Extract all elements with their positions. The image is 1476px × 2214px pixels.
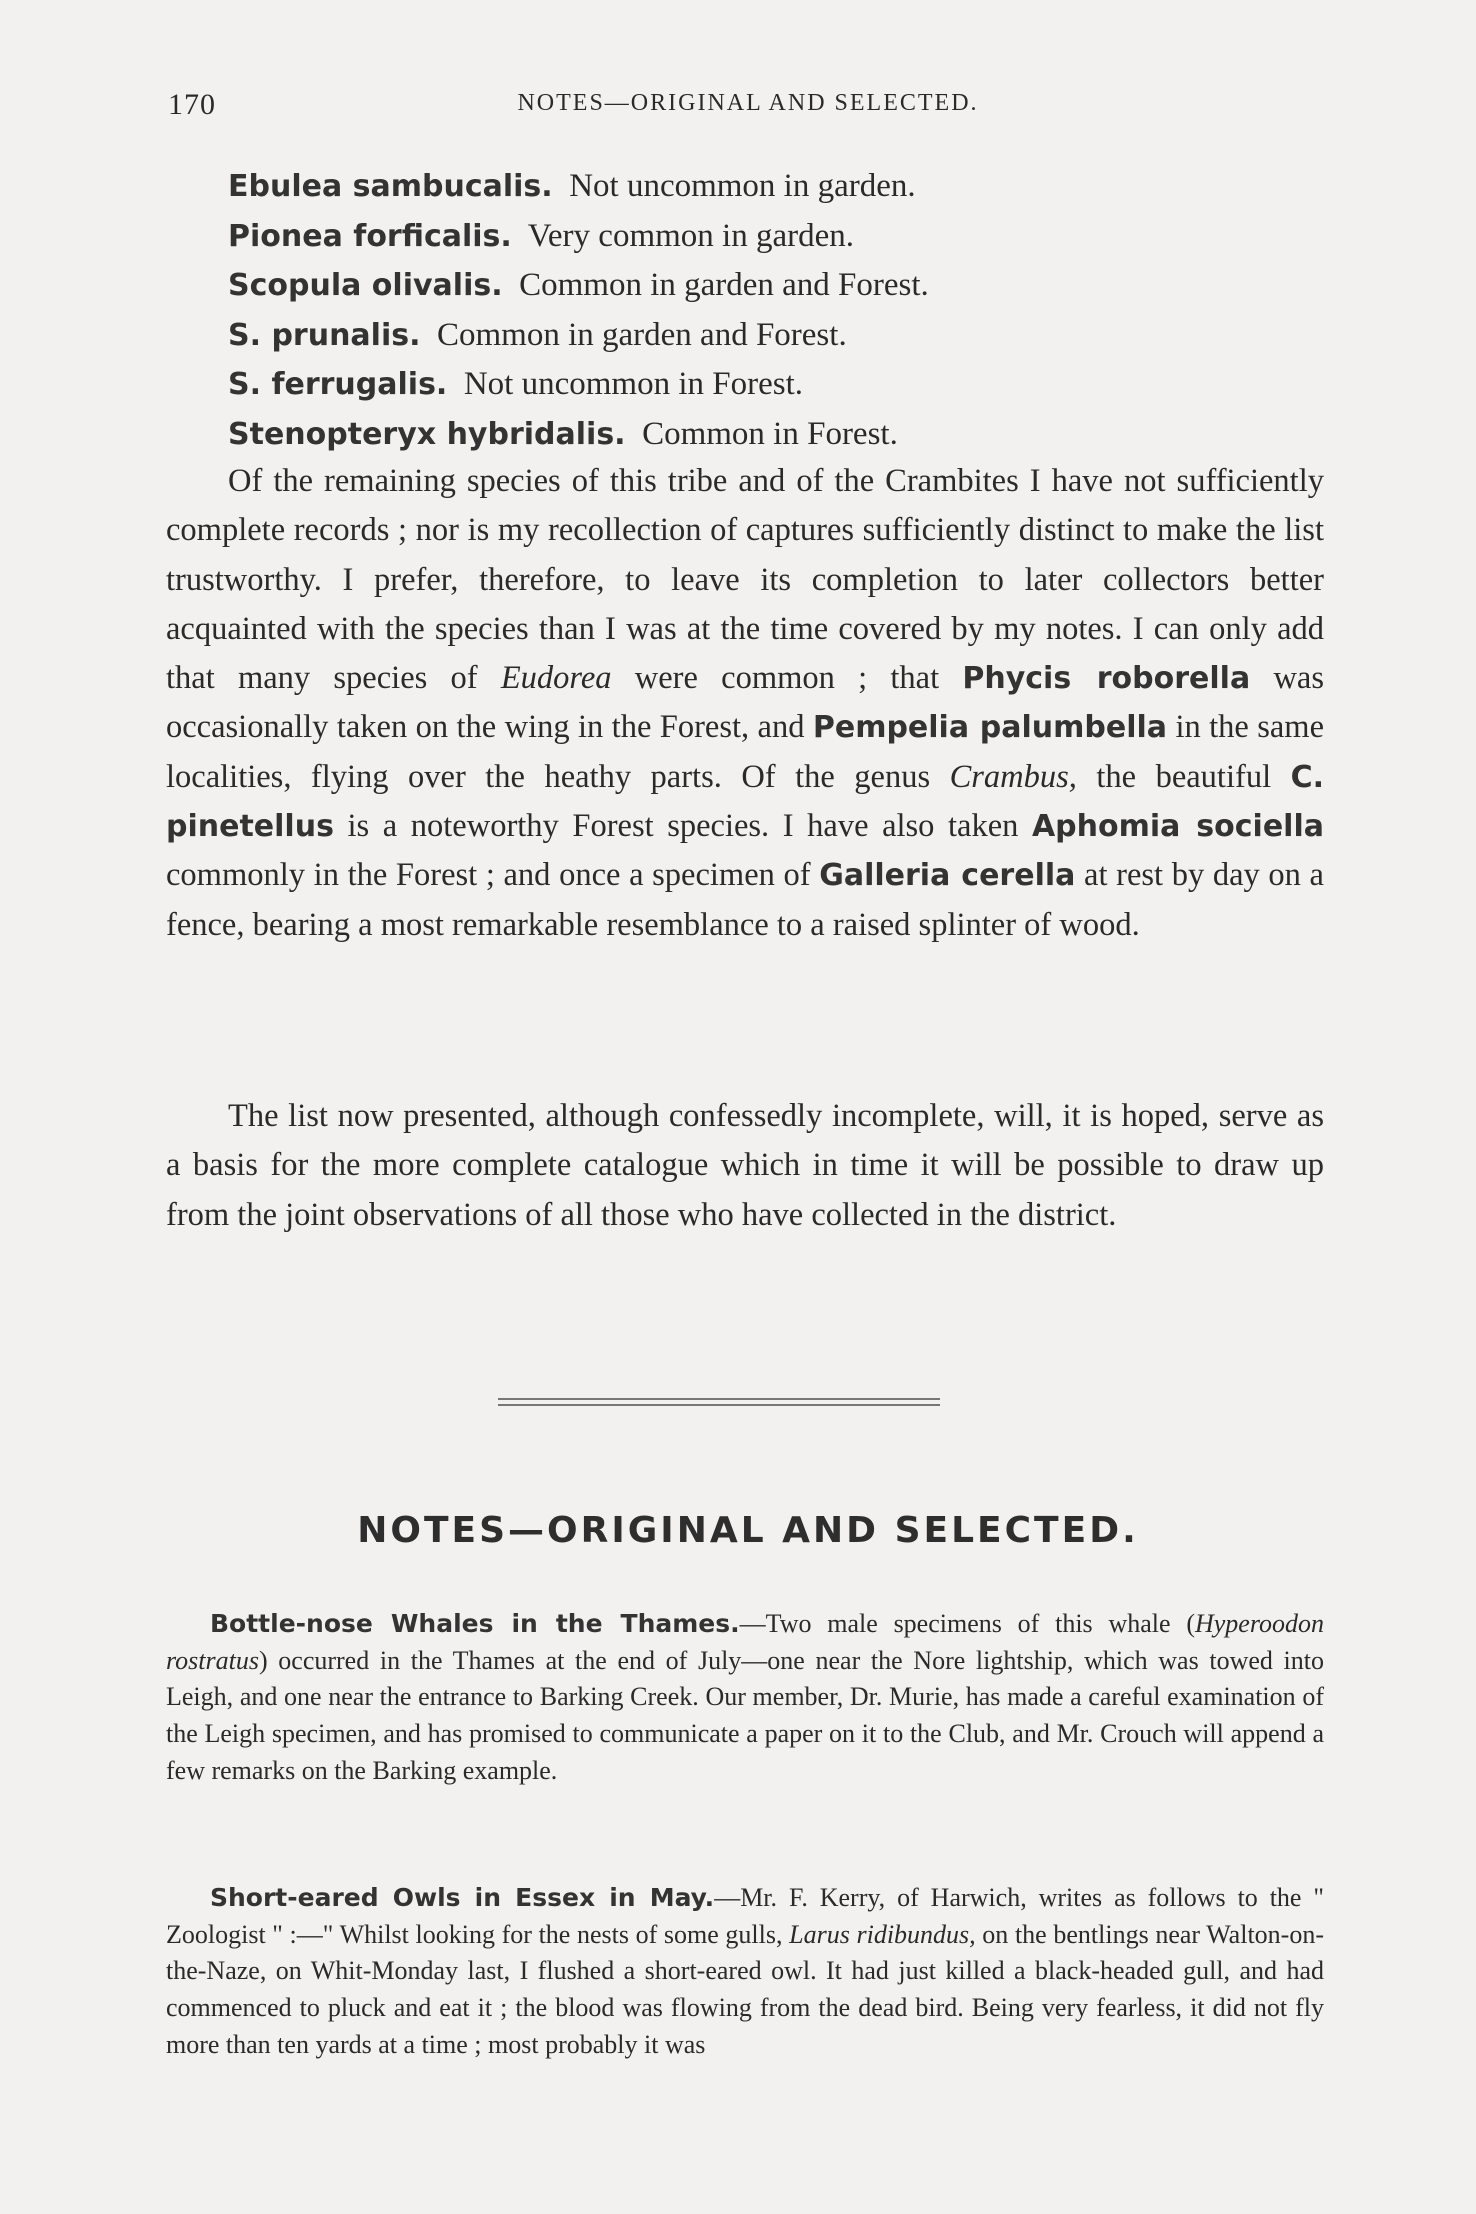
note-title: Bottle-nose Whales in the Thames. [210, 1609, 740, 1638]
note-title: Short-eared Owls in Essex in May. [210, 1883, 715, 1912]
species-name: Scopula olivalis. [228, 268, 503, 303]
species-name: C. pinetellus [166, 759, 1324, 845]
species-entry [228, 311, 1328, 361]
species-name: S. prunalis. [228, 317, 421, 353]
species-name: Ebulea sambucalis. [228, 169, 553, 204]
species-entry [228, 410, 1328, 460]
species-entry [228, 360, 1328, 410]
running-head [168, 88, 1328, 128]
species-name: Stenopteryx hybridalis. [228, 416, 626, 452]
species-name: Pempelia palumbella [812, 710, 1168, 746]
species-note: Not uncommon in garden. [569, 168, 916, 204]
section-heading: NOTES—ORIGINAL AND SELECTED. [357, 1510, 1139, 1551]
species-name: S. ferrugalis. [228, 367, 448, 402]
section-divider [498, 1398, 940, 1406]
species-note: Not uncommon in Forest. [463, 366, 803, 402]
species-entry [228, 162, 1328, 212]
species-note: Common in garden and Forest. [519, 267, 929, 303]
species-entry [228, 261, 1328, 311]
species-note: Common in garden and Forest. [437, 316, 847, 353]
closing-paragraph: The list now presented, although confessedly incomplete, will, it is hoped, serve as a basis for the more complete catalogue which in time it will be possible to draw up from the joint observations of all those who have collected in the district. [166, 1098, 1324, 1233]
species-note: Very common in garden. [527, 217, 854, 254]
running-title: NOTES—ORIGINAL AND SELECTED. [517, 90, 979, 116]
note-entry: Bottle-nose Whales in the Thames.—Two male specimens of this whale (Hyperoodon rostratus) occurred in the Thames at the end of July—one near the Nore lightship, which was towed into Leigh, and one near the entrance to Barking Creek. Our member, Dr. Murie, has made a careful examination of the Leigh specimen, and has promised to communicate a paper on it to the Club, and Mr. Crouch will append a few remarks on the Barking example. [166, 1609, 1324, 1785]
page-number: 170 [168, 88, 216, 121]
species-note: Common in Forest. [642, 415, 898, 452]
species-name: Aphomia sociella [1031, 809, 1324, 845]
species-name: Pionea forficalis. [228, 218, 512, 254]
species-name: Galleria cerella [819, 858, 1076, 894]
species-entry [228, 212, 1328, 262]
species-name: Phycis roborella [962, 661, 1251, 697]
species-list [228, 162, 1328, 459]
body-paragraph: Of the remaining species of this tribe and of the Crambites I have not sufficiently complete records ; nor is my recollection of captures sufficiently distinct to make the list trustworthy. I prefer, therefore, to leave its completion to later collectors better acquainted with the species than I was at the time covered by my notes. I can only add that many species of Eudorea were common ; that Phycis roborella was occasionally taken on the wing in the Forest, and Pempelia palumbella in the same localities, flying over the heathy parts. Of the genus Crambus, the beautiful C. pinetellus is a noteworthy Forest species. I have also taken Aphomia sociella commonly in the Forest ; and once a specimen of Galleria cerella at rest by day on a fence, bearing a most remarkable resemblance to a raised splinter of wood. [166, 463, 1325, 943]
note-entry: Short-eared Owls in Essex in May.—Mr. F. Kerry, of Harwich, writes as follows to the " Zoologist " :—" Whilst looking for the nests of some gulls, Larus ridibundus, on the bentlings near Walton-on-the-Naze, on Whit-Monday last, I flushed a short-eared owl. It had just killed a black-headed gull, and had commenced to pluck and eat it ; the blood was flowing from the dead bird. Being very fearless, it did not fly more than ten yards at a time ; most probably it was [166, 1883, 1325, 2059]
